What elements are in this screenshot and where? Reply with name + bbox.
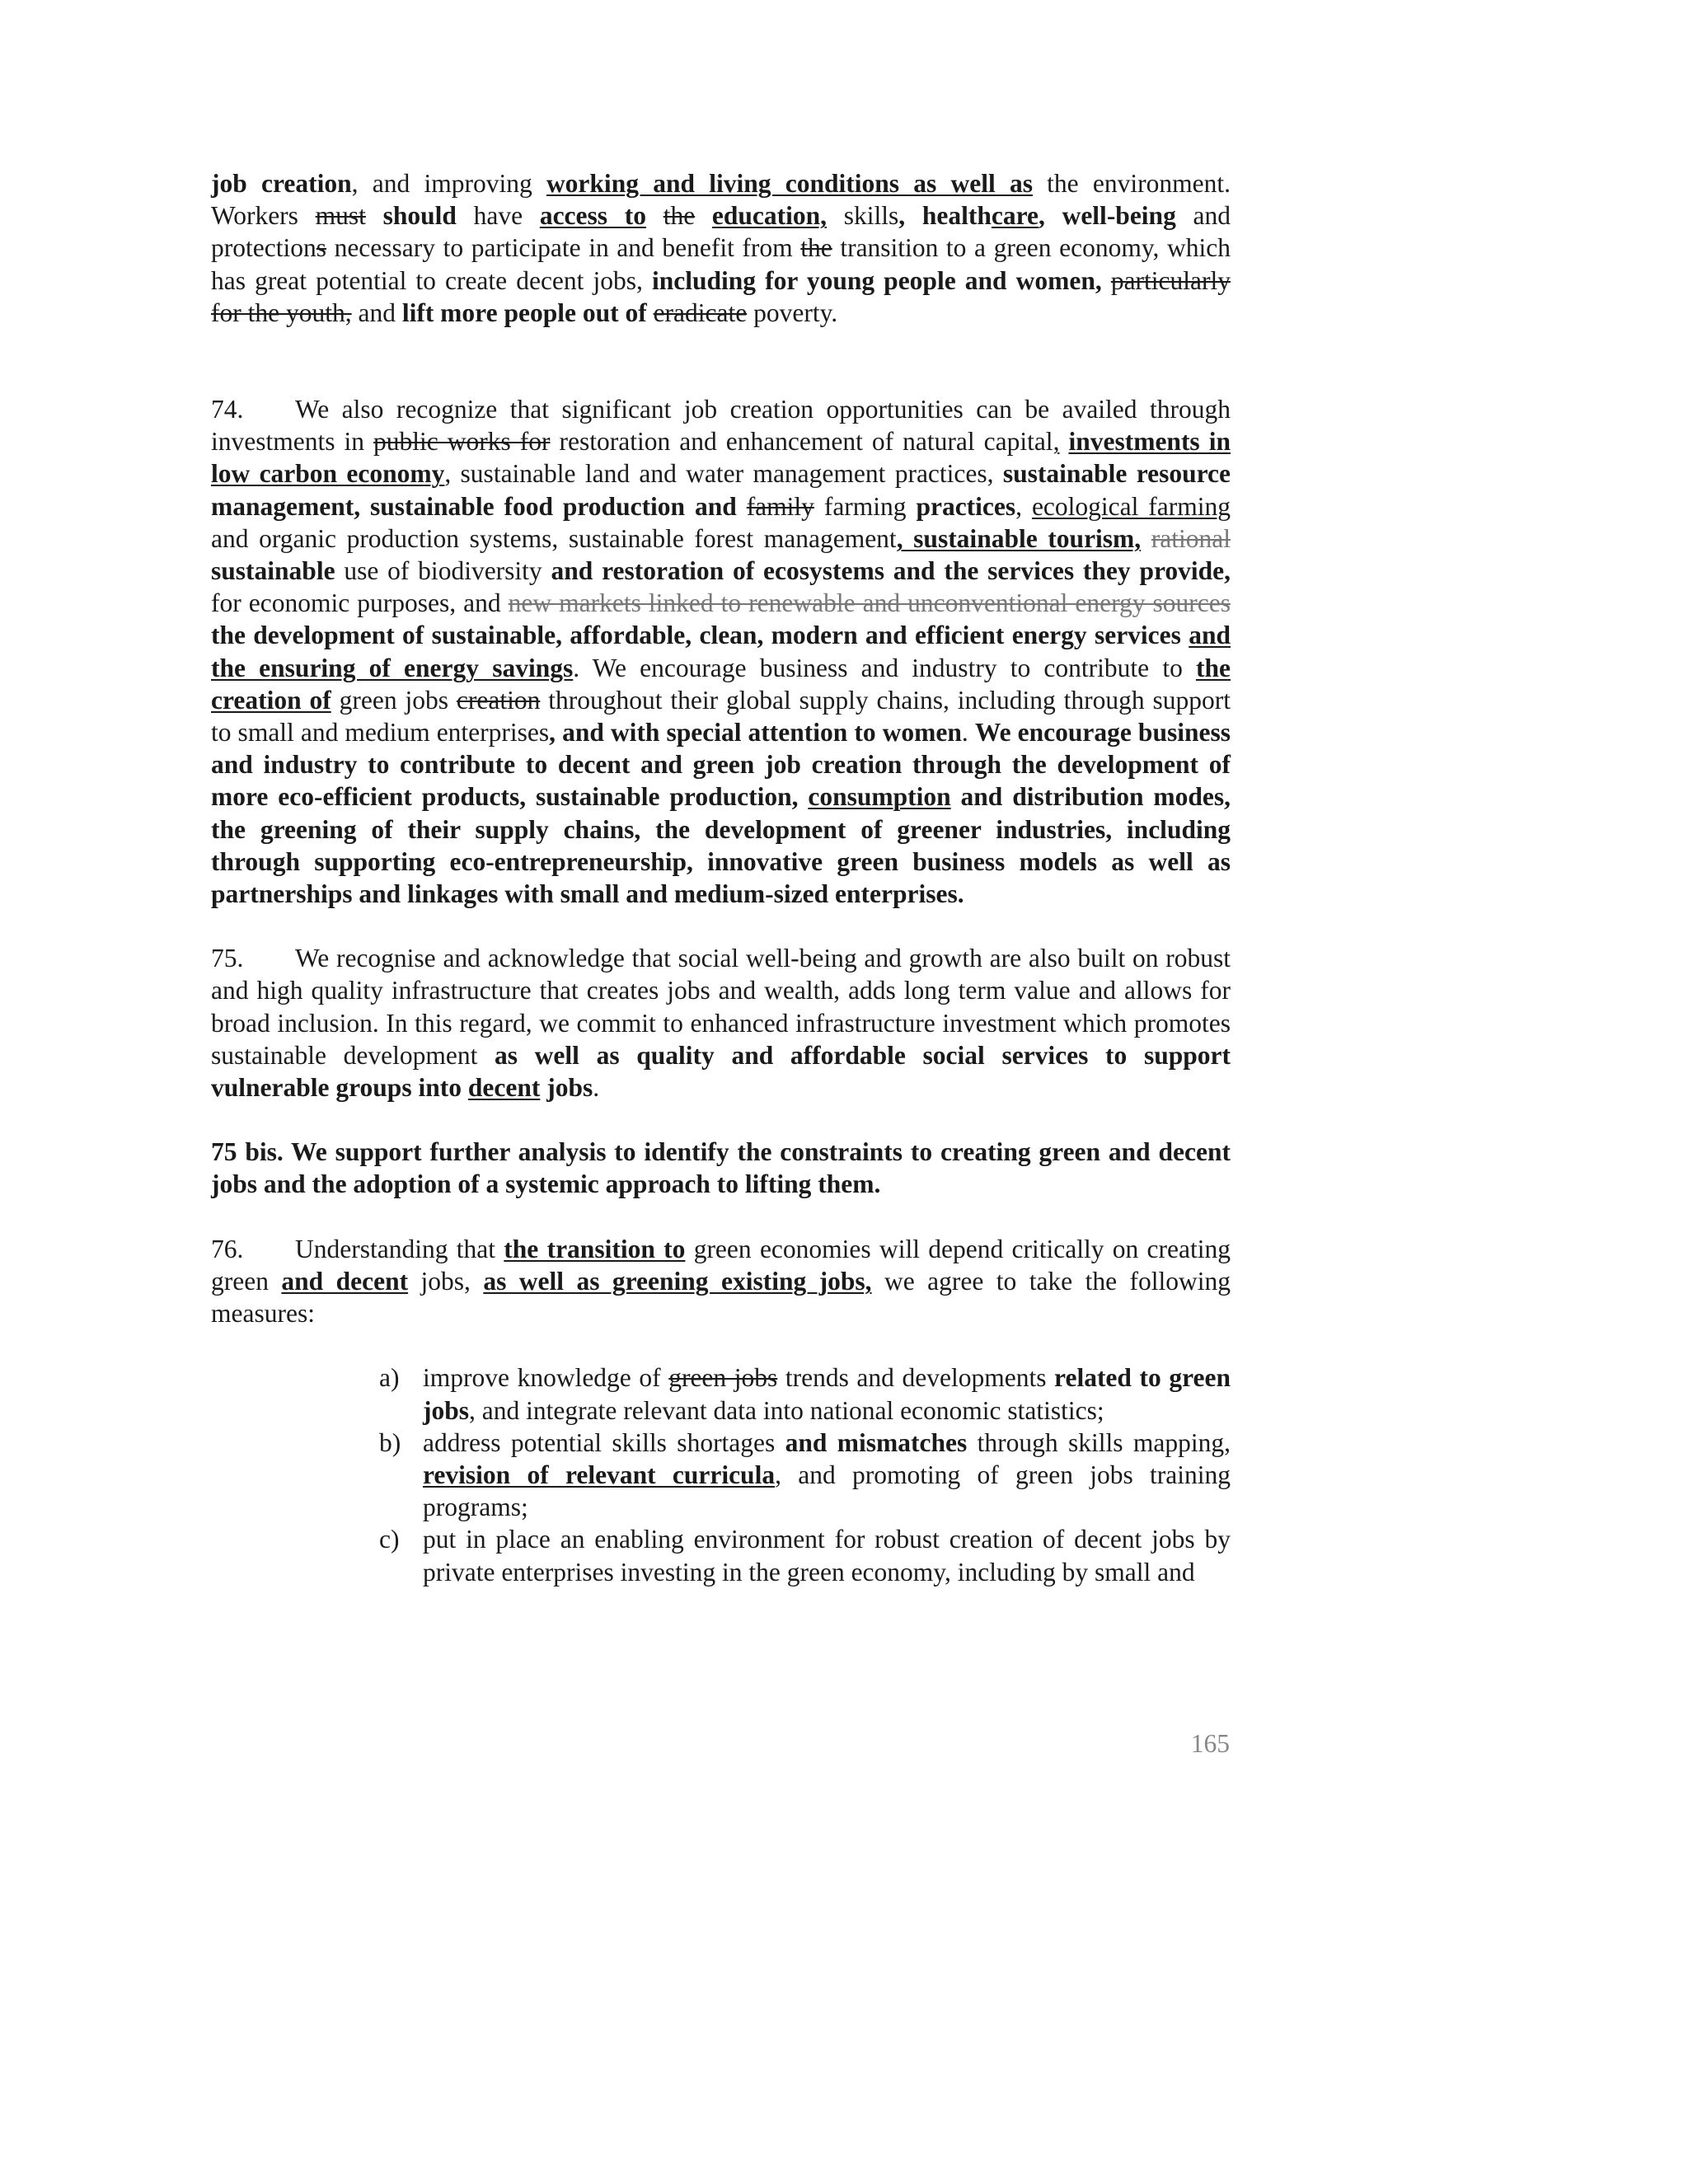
deleted-text: green jobs	[668, 1363, 778, 1393]
inserted-text: and restoration of ecosystems and the services they provide,	[551, 556, 1231, 586]
text-run: We also recognize that significant job creation opportunities can be availed through investments in	[211, 395, 1231, 457]
text-run: green jobs	[331, 685, 457, 715]
text-run	[647, 298, 654, 327]
text-run: necessary to participate in and benefit from	[326, 233, 801, 263]
inserted-text: the development of sustainable, affordable, clean, modern and efficient energy services	[211, 621, 1189, 650]
page-number: 165	[1190, 1729, 1230, 1758]
inserted-text: access to	[539, 201, 646, 231]
inserted-text: jobs	[540, 1073, 593, 1103]
text-run: , sustainable land and water management practices,	[444, 459, 1003, 489]
text-run: improve knowledge of	[423, 1363, 669, 1393]
text-run: jobs,	[408, 1266, 484, 1296]
text-run: through skills mapping,	[967, 1427, 1231, 1457]
inserted-text: care	[991, 201, 1039, 231]
text-run: , and promoting of green jobs training programs;	[423, 1460, 1231, 1522]
text-run: Understanding that	[295, 1234, 504, 1263]
paragraph-number: 74.	[211, 395, 244, 424]
text-run: and protection	[211, 201, 1231, 263]
paragraph-76	[211, 1233, 1231, 1330]
paragraph-number: 75.	[211, 944, 244, 973]
text-run: put in place an enabling environment for robust creation of decent jobs by private enterprises investing in the green economy, including by small and	[423, 1525, 1231, 1586]
paragraph-number: 76.	[211, 1234, 244, 1263]
text-run: job creation	[211, 169, 352, 198]
inserted-text: practices	[916, 491, 1016, 521]
deleted-text: family	[746, 491, 814, 521]
deleted-text: s	[316, 233, 326, 263]
inserted-text: and distribution modes, the greening of their supply chains, the development of greener industries, including through supporting eco-entrepreneurship, innovative green business models as well as partnerships and linkages with small and medium-sized enterprises.	[211, 782, 1231, 909]
text-run: .	[593, 1073, 600, 1103]
text-run: transition to a green economy, which has great potential to create decent jobs,	[211, 233, 1231, 295]
inserted-text: , well-being	[1039, 201, 1176, 231]
inserted-text: as well as quality and affordable social services to support vulnerable groups into	[211, 1040, 1231, 1103]
text-run: for economic purposes, and	[211, 588, 509, 618]
list-marker: c)	[379, 1525, 400, 1554]
inserted-text: , and with special attention to women	[549, 718, 962, 748]
deleted-text: rational	[1151, 523, 1231, 553]
text-run: and organic production systems, sustainable forest management	[211, 523, 897, 553]
paragraph-75-bis: 75 bis. We support further analysis to identify the constraints to creating green and decent jobs and the adoption of a systemic approach to lifting them.	[211, 1137, 1231, 1199]
text-run: , and improving	[351, 169, 546, 198]
text-run: . We encourage business and industry to contribute to	[573, 653, 1196, 682]
text-run: , and integrate relevant data into national economic statistics;	[469, 1395, 1104, 1425]
document-body	[211, 167, 1231, 1588]
inserted-text: ,	[1053, 427, 1060, 457]
inserted-text: related to green jobs	[423, 1363, 1231, 1425]
text-run: farming	[814, 491, 917, 521]
deleted-text: the	[800, 233, 832, 263]
inserted-text: and decent	[281, 1266, 409, 1296]
inserted-text: sustainable	[211, 556, 335, 586]
inserted-text: working and living conditions as well as	[546, 169, 1033, 198]
text-run: throughout their global supply chains, including through support to small and medium enterprises	[211, 685, 1231, 748]
paragraph-intro	[211, 167, 1231, 329]
text-run	[1102, 266, 1111, 295]
text-run: have	[456, 201, 540, 231]
text-run: ,	[1015, 491, 1032, 521]
text-run	[695, 201, 712, 230]
text-run	[1141, 524, 1151, 553]
list-item	[379, 1361, 1231, 1426]
text-run: green economies will depend critically on creating green	[211, 1234, 1231, 1296]
text-run: trends and developments	[777, 1363, 1055, 1393]
deleted-text: eradicate	[653, 298, 748, 327]
deleted-text: creation	[456, 685, 541, 715]
list-item	[379, 1427, 1231, 1524]
list-marker: a)	[379, 1363, 400, 1393]
inserted-text: ecological farming	[1031, 491, 1231, 521]
text-run: skills	[827, 201, 899, 231]
inserted-text: and the ensuring of energy savings	[211, 621, 1231, 682]
deleted-text: must	[315, 201, 366, 231]
inserted-text: lift more people out of	[401, 298, 647, 327]
inserted-text: , sustainable tourism,	[896, 523, 1142, 553]
inserted-text: the transition to	[504, 1234, 686, 1263]
list-item	[379, 1523, 1231, 1587]
deleted-text: the	[663, 201, 696, 231]
paragraph-74	[211, 393, 1231, 910]
inserted-text: sustainable resource management, sustainable food production and	[211, 459, 1231, 521]
text-run: use of biodiversity	[335, 556, 551, 586]
text-run	[646, 201, 663, 230]
text-run: we agree to take the following measures:	[211, 1266, 1231, 1329]
measures-list	[211, 1361, 1231, 1587]
list-marker: b)	[379, 1427, 401, 1457]
text-run: and	[351, 298, 402, 327]
text-run	[1059, 427, 1068, 456]
deleted-text: new markets linked to renewable and unconventional energy sources	[508, 588, 1231, 618]
inserted-text: investments in low carbon economy	[211, 427, 1231, 489]
deleted-text: particularly for the youth,	[211, 265, 1231, 327]
inserted-text: should	[365, 201, 457, 231]
inserted-text: including for young people and women,	[651, 265, 1102, 295]
inserted-text: , health	[898, 201, 992, 231]
inserted-text: education,	[711, 201, 828, 231]
inserted-text: as well as greening existing jobs,	[483, 1266, 872, 1296]
inserted-text: and mismatches	[785, 1427, 968, 1457]
inserted-text: decent	[467, 1073, 541, 1103]
deleted-text: public works for	[373, 427, 551, 457]
text-run: restoration and enhancement of natural capital	[550, 427, 1053, 457]
inserted-text: We encourage business and industry to contribute to decent and green job creation through the development of more eco-efficient products, sustainable production,	[211, 718, 1231, 812]
inserted-text: revision of relevant curricula	[423, 1460, 776, 1489]
text-run	[737, 492, 747, 521]
text-run: poverty.	[747, 298, 838, 327]
text-run: We recognise and acknowledge that social well-being and growth are also built on robust and high quality infrastructure that creates jobs and wealth, adds long term value and allows for broad inclusion. In this regard, we commit to enhanced infrastructure investment which promotes sustainable development	[211, 944, 1231, 1070]
text-run: the environment. Workers	[211, 169, 1231, 231]
text-run: address potential skills shortages	[423, 1427, 785, 1457]
paragraph-75	[211, 942, 1231, 1104]
inserted-text: consumption	[808, 782, 951, 812]
text-run: .	[961, 718, 975, 748]
inserted-text: the creation of	[211, 653, 1231, 715]
